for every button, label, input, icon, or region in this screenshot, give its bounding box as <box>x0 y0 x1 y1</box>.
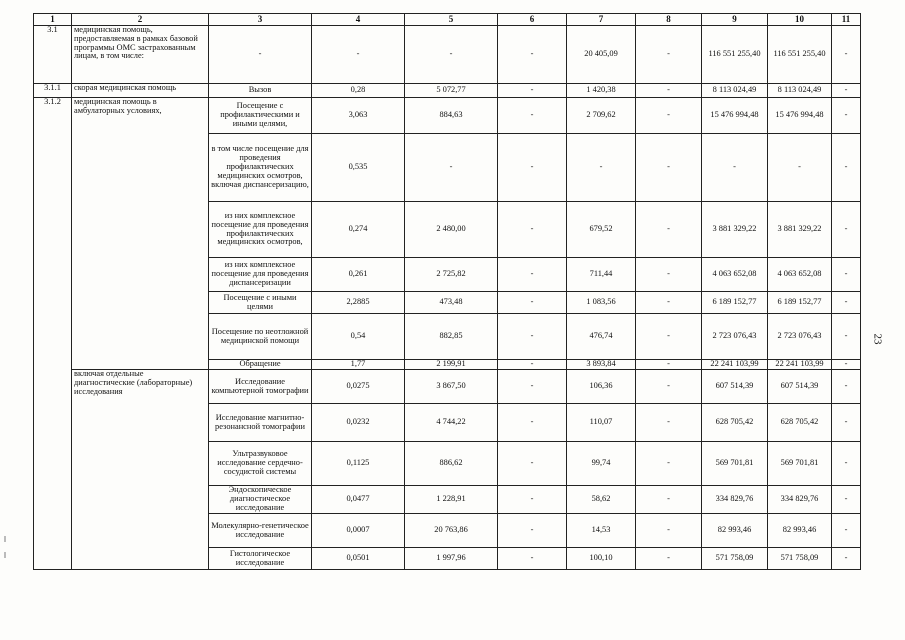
value-cell-c6: - <box>498 486 567 514</box>
unit-cell: Посещение по неотложной медицинской помощи <box>209 314 312 360</box>
value-cell-c5: 1 997,96 <box>405 548 498 570</box>
value-cell-c10: 8 113 024,49 <box>768 84 832 98</box>
value-cell-c9: 82 993,46 <box>702 514 768 548</box>
value-cell-c5: 2 480,00 <box>405 202 498 258</box>
value-cell-c4: 0,274 <box>312 202 405 258</box>
value-cell-c7: 106,36 <box>567 370 636 404</box>
value-cell-c6: - <box>498 292 567 314</box>
value-cell-c4: 0,261 <box>312 258 405 292</box>
value-cell-c6: - <box>498 134 567 202</box>
value-cell-c4: 0,54 <box>312 314 405 360</box>
value-cell-c9: 2 723 076,43 <box>702 314 768 360</box>
value-cell-c9: 334 829,76 <box>702 486 768 514</box>
value-cell-c7: 110,07 <box>567 404 636 442</box>
value-cell-c5: 473,48 <box>405 292 498 314</box>
value-cell-c6: - <box>498 26 567 84</box>
header-cell: 11 <box>832 14 861 26</box>
value-cell-c7: 20 405,09 <box>567 26 636 84</box>
value-cell-c5: - <box>405 26 498 84</box>
value-cell-c10: 571 758,09 <box>768 548 832 570</box>
value-cell-c5: 2 725,82 <box>405 258 498 292</box>
value-cell-c4: 0,535 <box>312 134 405 202</box>
value-cell-c8: - <box>636 548 702 570</box>
unit-cell: Обращение <box>209 360 312 370</box>
value-cell-c9: 6 189 152,77 <box>702 292 768 314</box>
value-cell-c10: 4 063 652,08 <box>768 258 832 292</box>
value-cell-c7: 1 083,56 <box>567 292 636 314</box>
value-cell-c6: - <box>498 370 567 404</box>
unit-cell: Молекулярно-генетическое исследование <box>209 514 312 548</box>
value-cell-c9: 15 476 994,48 <box>702 98 768 134</box>
value-cell-c8: - <box>636 26 702 84</box>
value-cell-c4: 0,0501 <box>312 548 405 570</box>
header-cell: 6 <box>498 14 567 26</box>
value-cell-c9: 628 705,42 <box>702 404 768 442</box>
value-cell-c11: - <box>832 26 861 84</box>
row-name-cell: медицинская помощь в амбулаторных условиях, <box>72 98 209 370</box>
value-cell-c9: 607 514,39 <box>702 370 768 404</box>
value-cell-c4: 0,0007 <box>312 514 405 548</box>
value-cell-c10: 2 723 076,43 <box>768 314 832 360</box>
value-cell-c5: 886,62 <box>405 442 498 486</box>
value-cell-c11: - <box>832 314 861 360</box>
value-cell-c8: - <box>636 360 702 370</box>
value-cell-c7: 58,62 <box>567 486 636 514</box>
financing-table <box>33 13 861 570</box>
value-cell-c8: - <box>636 314 702 360</box>
unit-cell: в том числе посещение для проведения профилактических медицинских осмотров, включая диспансеризацию, <box>209 134 312 202</box>
value-cell-c6: - <box>498 514 567 548</box>
table-row <box>34 370 861 404</box>
value-cell-c6: - <box>498 202 567 258</box>
row-name-cell: скорая медицинская помощь <box>72 84 209 98</box>
value-cell-c4: 1,77 <box>312 360 405 370</box>
header-cell: 4 <box>312 14 405 26</box>
value-cell-c9: 8 113 024,49 <box>702 84 768 98</box>
value-cell-c7: 1 420,38 <box>567 84 636 98</box>
value-cell-c9: 116 551 255,40 <box>702 26 768 84</box>
value-cell-c11: - <box>832 292 861 314</box>
unit-cell: Посещение с иными целями <box>209 292 312 314</box>
header-row <box>34 14 861 26</box>
value-cell-c10: 569 701,81 <box>768 442 832 486</box>
value-cell-c6: - <box>498 314 567 360</box>
value-cell-c9: 3 881 329,22 <box>702 202 768 258</box>
value-cell-c9: - <box>702 134 768 202</box>
header-cell: 2 <box>72 14 209 26</box>
value-cell-c7: - <box>567 134 636 202</box>
unit-cell: Вызов <box>209 84 312 98</box>
value-cell-c11: - <box>832 98 861 134</box>
value-cell-c8: - <box>636 514 702 548</box>
value-cell-c10: 15 476 994,48 <box>768 98 832 134</box>
value-cell-c10: - <box>768 134 832 202</box>
value-cell-c11: - <box>832 258 861 292</box>
value-cell-c6: - <box>498 258 567 292</box>
value-cell-c11: - <box>832 548 861 570</box>
unit-cell: Исследование компьютерной томографии <box>209 370 312 404</box>
value-cell-c4: 3,063 <box>312 98 405 134</box>
value-cell-c6: - <box>498 360 567 370</box>
value-cell-c5: 3 867,50 <box>405 370 498 404</box>
value-cell-c7: 3 893,84 <box>567 360 636 370</box>
header-cell: 3 <box>209 14 312 26</box>
value-cell-c10: 607 514,39 <box>768 370 832 404</box>
value-cell-c4: 0,1125 <box>312 442 405 486</box>
row-name-cell: медицинская помощь, предоставляемая в рамках базовой программы ОМС застрахованным лицам, в том числе: <box>72 26 209 84</box>
row-code-cell: 3.1.1 <box>34 84 72 98</box>
value-cell-c4: 0,28 <box>312 84 405 98</box>
value-cell-c9: 22 241 103,99 <box>702 360 768 370</box>
value-cell-c5: - <box>405 134 498 202</box>
value-cell-c4: 0,0232 <box>312 404 405 442</box>
unit-cell: Эндоскопическое диагностическое исследование <box>209 486 312 514</box>
value-cell-c5: 5 072,77 <box>405 84 498 98</box>
value-cell-c11: - <box>832 486 861 514</box>
value-cell-c9: 569 701,81 <box>702 442 768 486</box>
value-cell-c11: - <box>832 360 861 370</box>
value-cell-c7: 99,74 <box>567 442 636 486</box>
value-cell-c11: - <box>832 442 861 486</box>
value-cell-c5: 20 763,86 <box>405 514 498 548</box>
value-cell-c5: 2 199,91 <box>405 360 498 370</box>
value-cell-c10: 334 829,76 <box>768 486 832 514</box>
value-cell-c7: 100,10 <box>567 548 636 570</box>
row-name-cell: включая отдельные диагностические (лабораторные) исследования <box>72 370 209 570</box>
page-number: 23 <box>871 333 884 345</box>
unit-cell: Ультразвуковое исследование сердечно-сосудистой системы <box>209 442 312 486</box>
value-cell-c11: - <box>832 404 861 442</box>
unit-cell: из них комплексное посещение для проведения профилактических медицинских осмотров, <box>209 202 312 258</box>
value-cell-c4: 0,0275 <box>312 370 405 404</box>
table-row <box>34 26 861 84</box>
unit-cell: Гистологическое исследование <box>209 548 312 570</box>
value-cell-c7: 679,52 <box>567 202 636 258</box>
unit-cell: - <box>209 26 312 84</box>
value-cell-c8: - <box>636 98 702 134</box>
value-cell-c5: 884,63 <box>405 98 498 134</box>
table-row <box>34 84 861 98</box>
value-cell-c5: 1 228,91 <box>405 486 498 514</box>
value-cell-c6: - <box>498 442 567 486</box>
value-cell-c8: - <box>636 292 702 314</box>
value-cell-c8: - <box>636 202 702 258</box>
value-cell-c8: - <box>636 404 702 442</box>
unit-cell: Исследование магнитно-резонансной томографии <box>209 404 312 442</box>
row-code-cell: 3.1 <box>34 26 72 84</box>
value-cell-c8: - <box>636 134 702 202</box>
header-cell: 1 <box>34 14 72 26</box>
value-cell-c11: - <box>832 202 861 258</box>
value-cell-c8: - <box>636 370 702 404</box>
table-row <box>34 98 861 134</box>
value-cell-c4: - <box>312 26 405 84</box>
scan-mark <box>4 552 6 558</box>
value-cell-c6: - <box>498 98 567 134</box>
value-cell-c11: - <box>832 84 861 98</box>
value-cell-c8: - <box>636 486 702 514</box>
header-cell: 8 <box>636 14 702 26</box>
value-cell-c6: - <box>498 404 567 442</box>
value-cell-c9: 571 758,09 <box>702 548 768 570</box>
value-cell-c10: 3 881 329,22 <box>768 202 832 258</box>
value-cell-c4: 0,0477 <box>312 486 405 514</box>
header-cell: 10 <box>768 14 832 26</box>
value-cell-c6: - <box>498 548 567 570</box>
value-cell-c10: 22 241 103,99 <box>768 360 832 370</box>
value-cell-c7: 2 709,62 <box>567 98 636 134</box>
value-cell-c6: - <box>498 84 567 98</box>
scan-mark <box>4 536 6 542</box>
value-cell-c8: - <box>636 84 702 98</box>
row-code-cell: 3.1.2 <box>34 98 72 570</box>
value-cell-c10: 116 551 255,40 <box>768 26 832 84</box>
value-cell-c10: 82 993,46 <box>768 514 832 548</box>
value-cell-c7: 711,44 <box>567 258 636 292</box>
value-cell-c7: 14,53 <box>567 514 636 548</box>
value-cell-c8: - <box>636 258 702 292</box>
value-cell-c10: 6 189 152,77 <box>768 292 832 314</box>
value-cell-c11: - <box>832 370 861 404</box>
header-cell: 5 <box>405 14 498 26</box>
value-cell-c11: - <box>832 134 861 202</box>
unit-cell: Посещение с профилактическими и иными целями, <box>209 98 312 134</box>
value-cell-c10: 628 705,42 <box>768 404 832 442</box>
value-cell-c8: - <box>636 442 702 486</box>
header-cell: 7 <box>567 14 636 26</box>
unit-cell: из них комплексное посещение для проведения диспансеризации <box>209 258 312 292</box>
value-cell-c4: 2,2885 <box>312 292 405 314</box>
value-cell-c11: - <box>832 514 861 548</box>
value-cell-c5: 4 744,22 <box>405 404 498 442</box>
value-cell-c7: 476,74 <box>567 314 636 360</box>
header-cell: 9 <box>702 14 768 26</box>
value-cell-c5: 882,85 <box>405 314 498 360</box>
value-cell-c9: 4 063 652,08 <box>702 258 768 292</box>
